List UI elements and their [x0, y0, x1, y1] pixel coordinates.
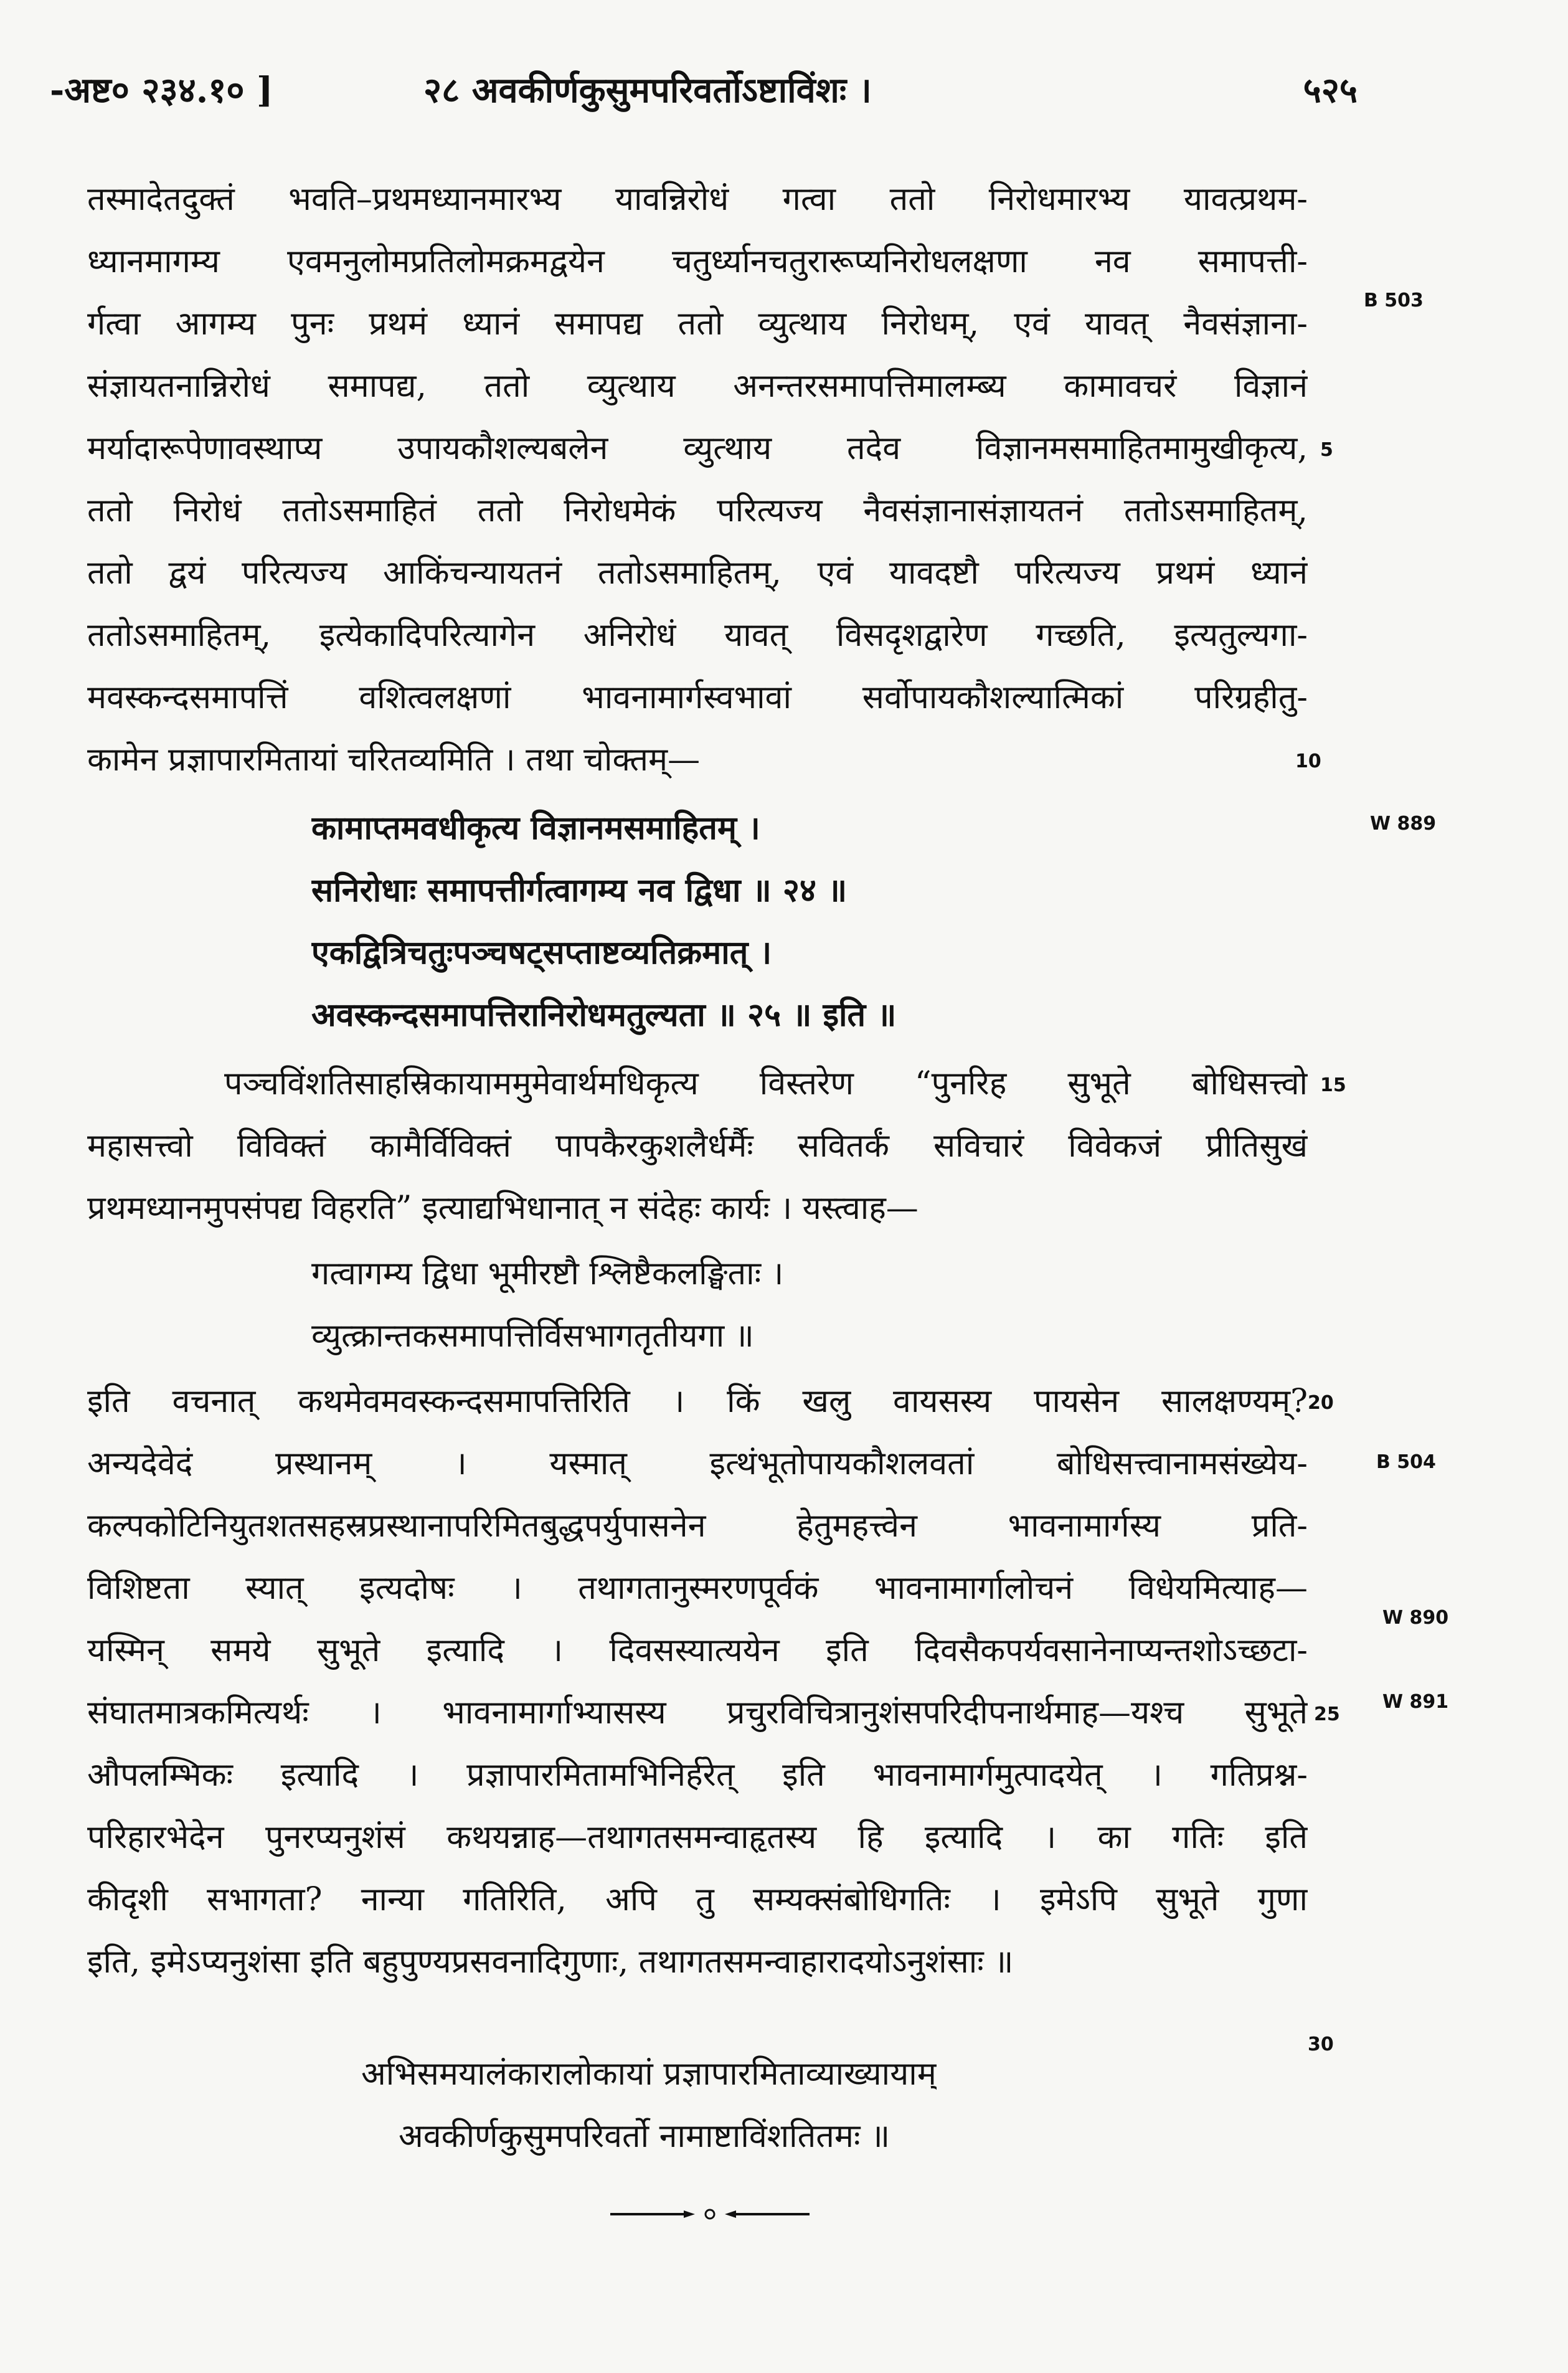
margin-reference: W 889 — [1370, 813, 1437, 835]
text-line: विशिष्टता स्यात् इत्यदोषः । तथागतानुस्मरणपूर्वकं भावनामार्गालोचनं विधेयमित्याह— — [87, 1570, 1308, 1607]
verse-line: गत्वागम्य द्विधा भूमीरष्टौ श्लिष्टैकलङ्घिताः । — [311, 1255, 784, 1292]
text-line: ततो द्वयं परित्यज्य आकिंचन्यायतनं ततोऽसमाहितम्, एवं यावदष्टौ परित्यज्य प्रथमं ध्यानं — [87, 554, 1308, 592]
text-line: परिहारभेदेन पुनरप्यनुशंसं कथयन्नाह—तथागतसमन्वाहृतस्य हि इत्यादि । का गतिः इति — [87, 1819, 1308, 1856]
verse-line: व्युत्क्रान्तकसमापत्तिर्विसभागतृतीयगा ॥ — [311, 1317, 754, 1355]
verse-line: एकद्वित्रिचतुःपञ्चषट्सप्ताष्टव्यतिक्रमात् । — [311, 934, 772, 972]
text-line: यस्मिन् समये सुभूते इत्यादि । दिवसस्यात्ययेन इति दिवसैकपर्यवसानेनाप्यन्तशोऽच्छटा- — [87, 1632, 1308, 1669]
header-chapter-title: २८ अवकीर्णकुसुमपरिवर्तोऽष्टाविंशः । — [423, 70, 872, 111]
header-section-ref: -अष्ट० २३४.१० ] — [50, 70, 273, 111]
line-number: 10 — [1295, 751, 1321, 772]
line-number: 30 — [1308, 2034, 1334, 2055]
text-line: इति वचनात् कथमेवमवस्कन्दसमापत्तिरिति । किं खलु वायसस्य पायसेन सालक्षण्यम्? — [87, 1383, 1308, 1420]
margin-reference: B 503 — [1364, 290, 1424, 311]
text-line: कीदृशी सभागता? नान्या गतिरिति, अपि तु सम्यक्संबोधिगतिः । इमेऽपि सुभूते गुणा — [87, 1881, 1308, 1918]
text-line: कल्पकोटिनियुतशतसहस्रप्रस्थानापरिमितबुद्धपर्युपासनेन हेतुमहत्त्वेन भावनामार्गस्य प्रति- — [87, 1507, 1308, 1545]
margin-reference: W 890 — [1382, 1607, 1449, 1629]
text-line: मवस्कन्दसमापत्तिं वशित्वलक्षणां भावनामार्गस्वभावां सर्वोपायकौशल्यात्मिकां परिग्रहीतु- — [87, 679, 1308, 716]
text-line: र्गत्वा आगम्य पुनः प्रथमं ध्यानं समापद्य ततो व्युत्थाय निरोधम्, एवं यावत् नैवसंज्ञाना- — [87, 305, 1308, 343]
running-header — [50, 62, 1358, 118]
text-line: ततोऽसमाहितम्, इत्येकादिपरित्यागेन अनिरोधं यावत् विसदृशद्वारेण गच्छति, इत्यतुल्यगा- — [87, 617, 1308, 654]
margin-reference: B 504 — [1376, 1451, 1436, 1473]
text-line: प्रथमध्यानमुपसंपद्य विहरति” इत्याद्यभिधानात् न संदेहः कार्यः । यस्त्वाह— — [87, 1190, 919, 1227]
end-ornament — [610, 2208, 810, 2220]
text-line: मर्यादारूपेणावस्थाप्य उपायकौशल्यबलेन व्युत्थाय तदेव विज्ञानमसमाहितमामुखीकृत्य, — [87, 430, 1308, 467]
text-line: ध्यानमागम्य एवमनुलोमप्रतिलोमक्रमद्वयेन चतुर्ध्यानचतुरारूप्यनिरोधलक्षणा नव समापत्ती- — [87, 243, 1308, 280]
verse-line: सनिरोधाः समापत्तीर्गत्वागम्य नव द्विधा ॥ २४ ॥ — [311, 871, 848, 909]
verse-line: कामाप्तमवधीकृत्य विज्ञानमसमाहितम् । — [311, 809, 760, 847]
text-line: ततो निरोधं ततोऽसमाहितं ततो निरोधमेकं परित्यज्य नैवसंज्ञानासंज्ञायतनं ततोऽसमाहितम्, — [87, 492, 1308, 529]
header-page-number: ५२५ — [1303, 70, 1358, 111]
text-line: तस्मादेतदुक्तं भवति–प्रथमध्यानमारभ्य यावन्निरोधं गत्वा ततो निरोधमारभ्य यावत्प्रथम- — [87, 181, 1308, 218]
margin-reference: W 891 — [1382, 1691, 1449, 1713]
text-line: पञ्चविंशतिसाहस्रिकायाममुमेवार्थमधिकृत्य विस्तरेण “पुनरिह सुभूते बोधिसत्त्वो — [224, 1065, 1308, 1102]
line-number: 15 — [1320, 1074, 1346, 1096]
text-line: संज्ञायतनान्निरोधं समापद्य, ततो व्युत्थाय अनन्तरसमापत्तिमालम्ब्य कामावचरं विज्ञानं — [87, 367, 1308, 405]
colophon-line: अवकीर्णकुसुमपरिवर्तो नामाष्टाविंशतितमः ॥ — [399, 2118, 890, 2155]
verse-line: अवस्कन्दसमापत्तिरानिरोधमतुल्यता ॥ २५ ॥ इति ॥ — [311, 996, 897, 1034]
text-line: संघातमात्रकमित्यर्थः । भावनामार्गाभ्यासस्य प्रचुरविचित्रानुशंसपरिदीपनार्थमाह—यश्च सुभूते — [87, 1694, 1308, 1731]
text-line: इति, इमेऽप्यनुशंसा इति बहुपुण्यप्रसवनादिगुणाः, तथागतसमन्वाहारादयोऽनुशंसाः ॥ — [87, 1943, 1014, 1981]
colophon-line: अभिसमयालंकारालोकायां प्रज्ञापारमिताव्याख्यायाम् — [361, 2055, 937, 2093]
text-line: अन्यदेवेदं प्रस्थानम् । यस्मात् इत्थंभूतोपायकौशलवतां बोधिसत्त्वानामसंख्येय- — [87, 1445, 1308, 1482]
text-line: औपलम्भिकः इत्यादि । प्रज्ञापारमितामभिनिर्हरेत् इति भावनामार्गमुत्पादयेत् । गतिप्रश्न- — [87, 1756, 1308, 1794]
text-line: महासत्त्वो विविक्तं कामैर्विविक्तं पापकैरकुशलैर्धर्मैः सवितर्कं सविचारं विवेकजं प्रीतिसुखं — [87, 1127, 1308, 1165]
line-number: 25 — [1314, 1703, 1340, 1725]
line-number: 5 — [1320, 439, 1333, 461]
text-line: कामेन प्रज्ञापारमितायां चरितव्यमिति । तथा चोक्तम्— — [87, 741, 701, 779]
line-number: 20 — [1308, 1392, 1334, 1414]
